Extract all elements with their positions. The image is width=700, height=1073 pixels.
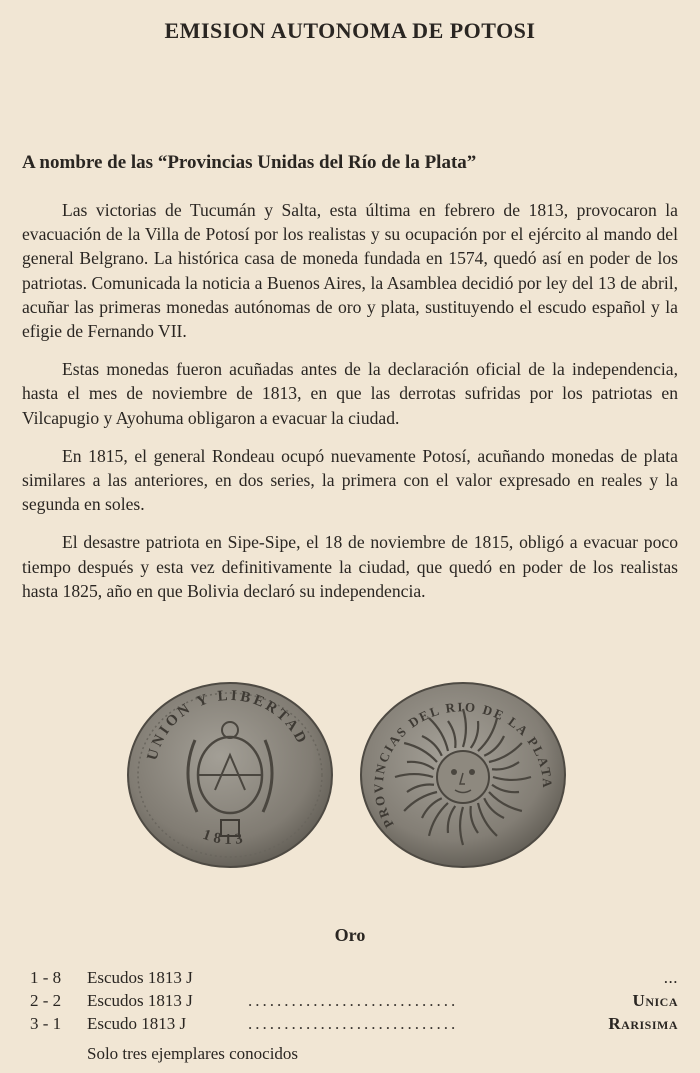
- item-description: Escudo 1813 J: [87, 1014, 187, 1033]
- obverse-legend: UNION Y LIBERTAD: [144, 687, 311, 763]
- item-rarity: Rarisima: [608, 1014, 678, 1033]
- item-description: Escudos 1813 J: [87, 968, 193, 987]
- paragraph: Las victorias de Tucumán y Salta, esta última en febrero de 1813, provocaron la evacuación de la Villa de Potosí por los realistas y su ocupación por el ejército al mando del general Belgrano. La histórica casa de moneda fundada en 1574, quedó así en poder de los patriotas. Comunicada la noticia a Buenos Aires, la Asamblea decidió por ley del 13 de abril, acuñar las primeras monedas autónomas de oro y plata, sustituyendo el escudo español y la efigie de Fernando VII.: [22, 200, 678, 342]
- catalog-list: [30, 968, 678, 1037]
- page-title: EMISION AUTONOMA DE POTOSI: [164, 18, 536, 43]
- catalog-heading: Oro: [334, 925, 366, 945]
- section-heading: A nombre de las “Provincias Unidas del Río de la Plata”: [22, 152, 477, 173]
- paragraph: En 1815, el general Rondeau ocupó nuevamente Potosí, acuñando monedas de plata similares a las anteriores, en dos series, la primera con el valor expresado en reales y la segunda en soles.: [22, 445, 678, 515]
- item-description: Escudos 1813 J: [87, 991, 193, 1010]
- item-rarity: ...: [663, 968, 678, 987]
- obverse-date: 1813: [200, 826, 248, 848]
- catalog-note: Solo tres ejemplares conocidos: [87, 1044, 299, 1063]
- body-text: [22, 198, 678, 617]
- item-number: 2 - 2: [30, 991, 62, 1010]
- list-item: [30, 991, 678, 1014]
- paragraph: El desastre patriota en Sipe-Sipe, el 18 de noviembre de 1815, obligó a evacuar poco tiempo después y esta vez definitivamente la ciudad, que quedó en poder de los realistas hasta 1825, año en que Bolivia declaró su independencia.: [22, 532, 678, 601]
- item-number: 1 - 8: [30, 968, 62, 987]
- list-item: [30, 968, 678, 991]
- list-item: [30, 1014, 678, 1037]
- item-rarity: Unica: [632, 991, 678, 1010]
- coin-images: [0, 680, 700, 870]
- item-number: 3 - 1: [30, 1014, 62, 1033]
- leader-dots: .............................: [248, 1014, 459, 1033]
- leader-dots: .............................: [248, 991, 459, 1010]
- reverse-legend: PROVINCIAS DEL RIO DE LA PLATA: [370, 699, 556, 831]
- sun-face-coin-icon: [358, 680, 568, 870]
- coat-of-arms-coin-icon: [125, 680, 335, 870]
- paragraph: Estas monedas fueron acuñadas antes de la declaración oficial de la independencia, hasta el mes de noviembre de 1813, en que las derrotas sufridas por los patriotas en Vilcapugio y Ayohuma obligaron a evacuar la ciudad.: [22, 359, 678, 428]
